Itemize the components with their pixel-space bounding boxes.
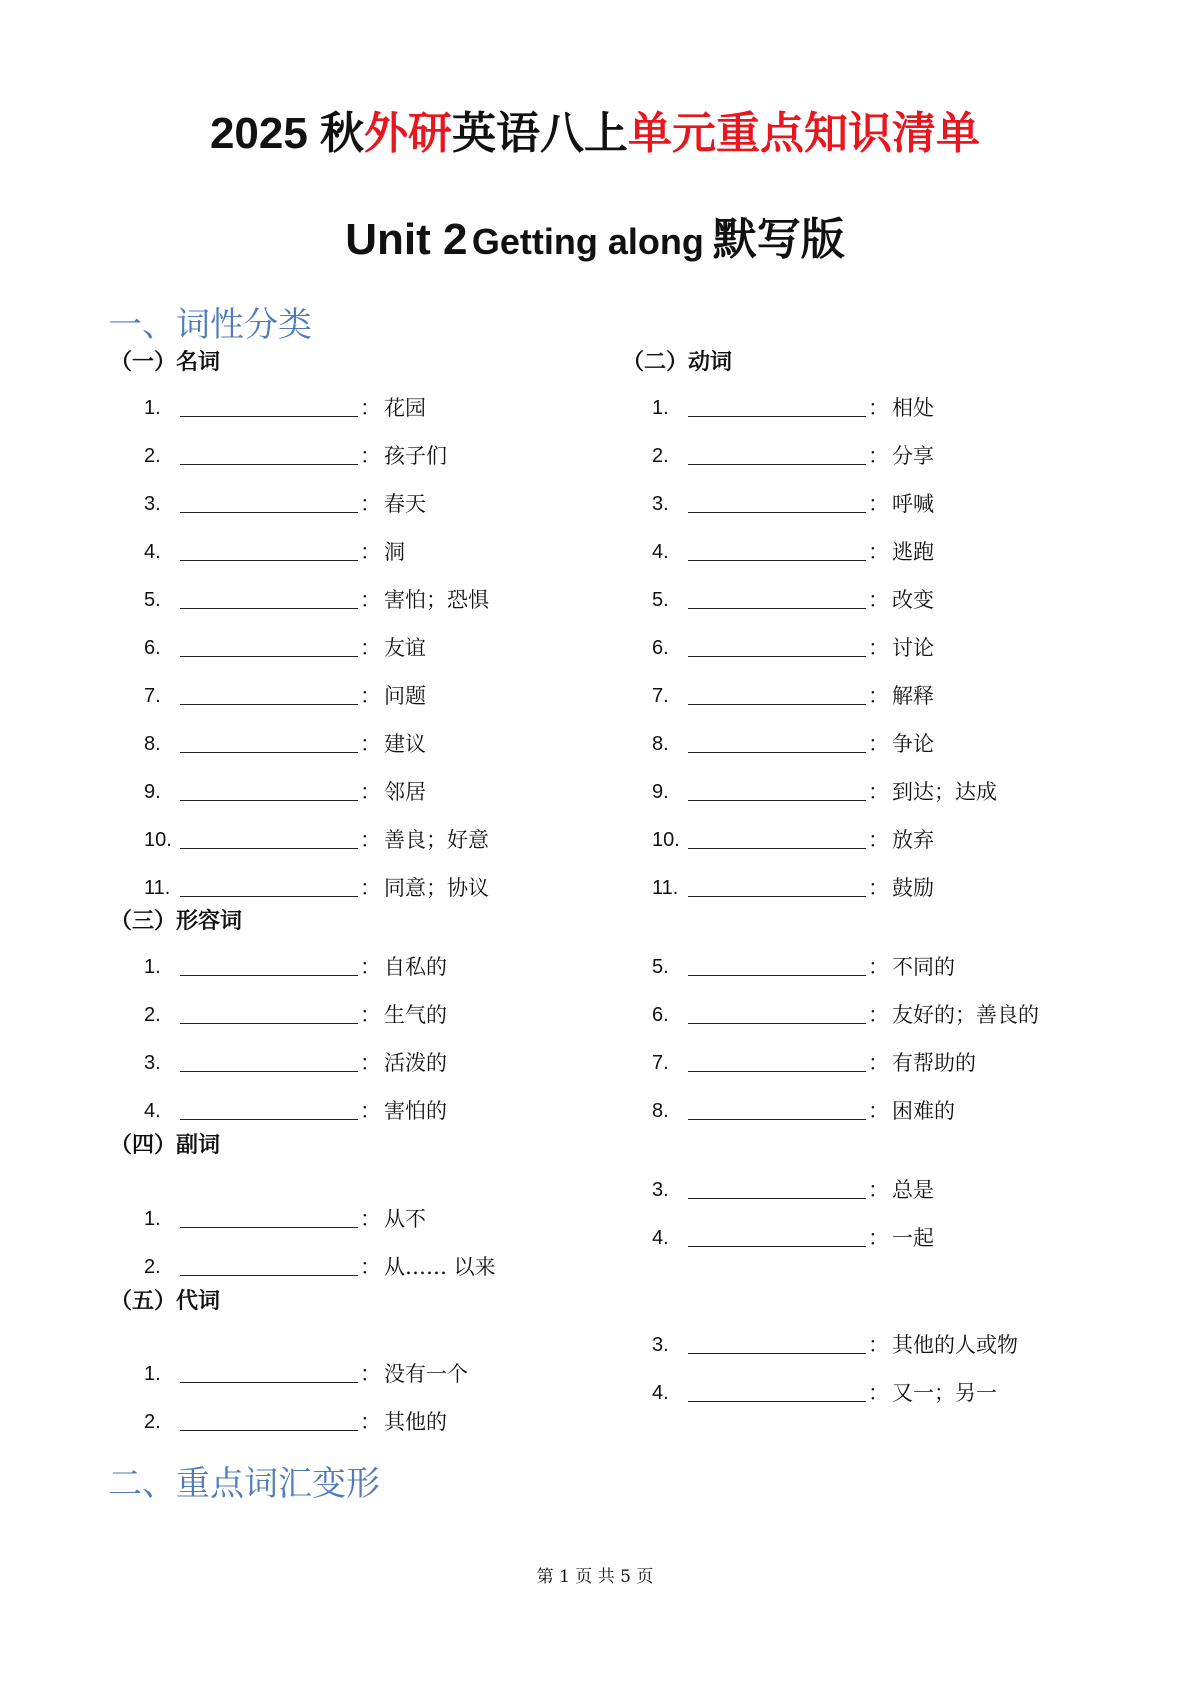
item-number: 9. (144, 781, 161, 803)
blank-item (652, 1175, 1152, 1205)
item-meaning: 鼓励 (892, 876, 934, 900)
item-colon: ： (868, 1003, 889, 1027)
item-meaning: 从…… 以来 (384, 1255, 496, 1279)
item-number: 9. (652, 781, 669, 803)
item-colon: ： (360, 1207, 381, 1231)
item-number: 7. (652, 1052, 669, 1074)
item-meaning: 一起 (892, 1226, 934, 1250)
item-number: 4. (652, 1382, 669, 1404)
item-number: 2. (144, 1411, 161, 1433)
answer-blank[interactable] (180, 704, 358, 705)
blank-item (652, 1378, 1152, 1408)
item-number: 6. (144, 637, 161, 659)
item-meaning: 友谊 (384, 636, 426, 660)
answer-blank[interactable] (180, 848, 358, 849)
item-colon: ： (360, 780, 381, 804)
item-colon: ： (360, 1051, 381, 1075)
blank-item (652, 633, 1152, 663)
unit-name: Getting along (471, 221, 704, 262)
blank-item (144, 585, 644, 615)
answer-blank[interactable] (688, 1198, 866, 1199)
item-colon: ： (360, 588, 381, 612)
blank-item (652, 777, 1152, 807)
blank-item (652, 393, 1152, 423)
item-number: 10. (144, 829, 172, 851)
item-meaning: 放弃 (892, 828, 934, 852)
item-meaning: 花园 (384, 396, 426, 420)
answer-blank[interactable] (180, 1382, 358, 1383)
item-colon: ： (360, 540, 381, 564)
item-meaning: 其他的 (384, 1410, 447, 1434)
answer-blank[interactable] (180, 1227, 358, 1228)
item-number: 7. (144, 685, 161, 707)
item-meaning: 孩子们 (384, 444, 447, 468)
answer-blank[interactable] (688, 512, 866, 513)
blank-item (144, 729, 644, 759)
item-meaning: 友好的；善良的 (892, 1003, 1039, 1027)
document-subtitle (0, 210, 1190, 280)
item-colon: ： (868, 1226, 889, 1250)
item-colon: ： (360, 1255, 381, 1279)
item-number: 2. (144, 1256, 161, 1278)
blank-item (144, 777, 644, 807)
blank-item (144, 1096, 644, 1126)
item-number: 4. (652, 1227, 669, 1249)
adverbs-heading: （四）副词 (110, 1133, 221, 1158)
blank-item (652, 729, 1152, 759)
blank-item (144, 873, 644, 903)
blank-item (144, 393, 644, 423)
item-colon: ： (360, 955, 381, 979)
item-colon: ： (868, 1381, 889, 1405)
blank-item (652, 873, 1152, 903)
answer-blank[interactable] (688, 416, 866, 417)
blank-item (144, 537, 644, 567)
item-number: 10. (652, 829, 680, 851)
answer-blank[interactable] (180, 1119, 358, 1120)
version-label: 默写版 (712, 215, 845, 264)
item-number: 8. (652, 1100, 669, 1122)
item-meaning: 又一；另一 (892, 1381, 997, 1405)
blank-item (144, 952, 644, 982)
item-colon: ： (868, 540, 889, 564)
item-number: 6. (652, 1004, 669, 1026)
unit-number: Unit 2 (345, 215, 468, 264)
answer-blank[interactable] (688, 752, 866, 753)
answer-blank[interactable] (688, 464, 866, 465)
item-number: 11. (144, 877, 171, 899)
item-meaning: 有帮助的 (892, 1051, 976, 1075)
title-part-1: 2025 秋 (209, 109, 365, 158)
item-number: 4. (144, 541, 161, 563)
answer-blank[interactable] (688, 1119, 866, 1120)
answer-blank[interactable] (688, 608, 866, 609)
item-meaning: 生气的 (384, 1003, 447, 1027)
item-number: 11. (652, 877, 679, 899)
blank-item (652, 537, 1152, 567)
item-colon: ： (360, 444, 381, 468)
item-meaning: 春天 (384, 492, 426, 516)
blank-item (144, 681, 644, 711)
item-number: 1. (144, 1208, 161, 1230)
answer-blank[interactable] (688, 1401, 866, 1402)
item-number: 5. (652, 956, 669, 978)
blank-item (652, 1096, 1152, 1126)
item-number: 1. (144, 1363, 161, 1385)
blank-item (652, 585, 1152, 615)
item-colon: ： (868, 396, 889, 420)
item-colon: ： (360, 732, 381, 756)
answer-blank[interactable] (180, 1023, 358, 1024)
item-number: 1. (652, 397, 669, 419)
item-number: 3. (652, 1334, 669, 1356)
answer-blank[interactable] (180, 752, 358, 753)
item-number: 1. (144, 956, 161, 978)
item-meaning: 建议 (384, 732, 426, 756)
item-colon: ： (868, 732, 889, 756)
item-number: 6. (652, 637, 669, 659)
item-meaning: 洞 (384, 540, 405, 564)
answer-blank[interactable] (180, 512, 358, 513)
item-meaning: 逃跑 (892, 540, 934, 564)
item-number: 5. (144, 589, 161, 611)
item-number: 4. (144, 1100, 161, 1122)
blank-item (652, 1330, 1152, 1360)
answer-blank[interactable] (688, 1023, 866, 1024)
item-number: 8. (652, 733, 669, 755)
item-colon: ： (360, 828, 381, 852)
answer-blank[interactable] (688, 560, 866, 561)
item-number: 2. (144, 1004, 161, 1026)
section-heading-1: 一、词性分类 (108, 305, 312, 345)
item-colon: ： (360, 1362, 381, 1386)
item-colon: ： (868, 684, 889, 708)
item-colon: ： (868, 1099, 889, 1123)
answer-blank[interactable] (688, 800, 866, 801)
item-meaning: 呼喊 (892, 492, 934, 516)
item-colon: ： (360, 636, 381, 660)
answer-blank[interactable] (688, 1353, 866, 1354)
item-number: 3. (144, 493, 161, 515)
answer-blank[interactable] (180, 1275, 358, 1276)
item-meaning: 到达；达成 (892, 780, 997, 804)
item-colon: ： (360, 876, 381, 900)
item-meaning: 害怕；恐惧 (384, 588, 489, 612)
answer-blank[interactable] (180, 416, 358, 417)
title-part-2: 外研 (364, 109, 453, 158)
item-colon: ： (360, 684, 381, 708)
item-number: 3. (144, 1052, 161, 1074)
item-meaning: 其他的人或物 (892, 1333, 1018, 1357)
answer-blank[interactable] (180, 1071, 358, 1072)
item-meaning: 改变 (892, 588, 934, 612)
answer-blank[interactable] (180, 560, 358, 561)
blank-item (144, 825, 644, 855)
item-number: 4. (652, 541, 669, 563)
item-colon: ： (868, 636, 889, 660)
page-footer: 第 1 页 共 5 页 (536, 1567, 654, 1587)
item-colon: ： (868, 780, 889, 804)
answer-blank[interactable] (688, 656, 866, 657)
blank-item (144, 1204, 644, 1234)
item-number: 3. (652, 493, 669, 515)
item-meaning: 活泼的 (384, 1051, 447, 1075)
item-meaning: 解释 (892, 684, 934, 708)
nouns-heading: （一）名词 (110, 350, 221, 375)
item-number: 2. (144, 445, 161, 467)
verbs-heading: （二）动词 (622, 350, 733, 375)
blank-item (652, 1048, 1152, 1078)
item-meaning: 害怕的 (384, 1099, 447, 1123)
answer-blank[interactable] (180, 656, 358, 657)
blank-item (144, 1000, 644, 1030)
item-number: 5. (652, 589, 669, 611)
item-meaning: 争论 (892, 732, 934, 756)
item-meaning: 自私的 (384, 955, 447, 979)
answer-blank[interactable] (180, 1430, 358, 1431)
answer-blank[interactable] (180, 975, 358, 976)
item-colon: ： (360, 492, 381, 516)
answer-blank[interactable] (180, 608, 358, 609)
item-meaning: 同意；协议 (384, 876, 489, 900)
answer-blank[interactable] (180, 464, 358, 465)
item-colon: ： (360, 396, 381, 420)
blank-item (144, 489, 644, 519)
item-colon: ： (868, 876, 889, 900)
item-meaning: 邻居 (384, 780, 426, 804)
item-colon: ： (868, 1051, 889, 1075)
item-meaning: 困难的 (892, 1099, 955, 1123)
item-meaning: 不同的 (892, 955, 955, 979)
blank-item (652, 952, 1152, 982)
blank-item (652, 825, 1152, 855)
answer-blank[interactable] (688, 975, 866, 976)
item-colon: ： (360, 1003, 381, 1027)
answer-blank[interactable] (688, 704, 866, 705)
item-meaning: 相处 (892, 396, 934, 420)
item-meaning: 善良；好意 (384, 828, 489, 852)
answer-blank[interactable] (688, 848, 866, 849)
item-colon: ： (868, 955, 889, 979)
blank-item (144, 441, 644, 471)
blank-item (652, 681, 1152, 711)
item-colon: ： (868, 492, 889, 516)
item-meaning: 总是 (892, 1178, 934, 1202)
blank-item (652, 441, 1152, 471)
section-heading-2: 二、重点词汇变形 (108, 1464, 380, 1504)
item-colon: ： (868, 588, 889, 612)
document-title (0, 104, 1190, 164)
blank-item (144, 1252, 644, 1282)
blank-item (652, 489, 1152, 519)
answer-blank[interactable] (688, 1246, 866, 1247)
answer-blank[interactable] (688, 1071, 866, 1072)
item-colon: ： (360, 1410, 381, 1434)
item-number: 3. (652, 1179, 669, 1201)
item-meaning: 讨论 (892, 636, 934, 660)
blank-item (652, 1000, 1152, 1030)
item-meaning: 分享 (892, 444, 934, 468)
blank-item (144, 1407, 644, 1437)
pronouns-heading: （五）代词 (110, 1289, 221, 1314)
answer-blank[interactable] (180, 896, 358, 897)
title-part-3: 英语八上 (452, 109, 629, 158)
answer-blank[interactable] (180, 800, 358, 801)
item-number: 8. (144, 733, 161, 755)
answer-blank[interactable] (688, 896, 866, 897)
item-colon: ： (868, 444, 889, 468)
blank-item (144, 633, 644, 663)
title-part-4: 单元重点知识清单 (628, 109, 981, 158)
item-colon: ： (360, 1099, 381, 1123)
item-colon: ： (868, 1178, 889, 1202)
item-meaning: 从不 (384, 1207, 426, 1231)
item-colon: ： (868, 828, 889, 852)
adjectives-heading: （三）形容词 (110, 909, 243, 934)
blank-item (144, 1359, 644, 1389)
item-meaning: 没有一个 (384, 1362, 468, 1386)
item-meaning: 问题 (384, 684, 426, 708)
item-number: 2. (652, 445, 669, 467)
item-number: 1. (144, 397, 161, 419)
item-number: 7. (652, 685, 669, 707)
item-colon: ： (868, 1333, 889, 1357)
blank-item (144, 1048, 644, 1078)
blank-item (652, 1223, 1152, 1253)
